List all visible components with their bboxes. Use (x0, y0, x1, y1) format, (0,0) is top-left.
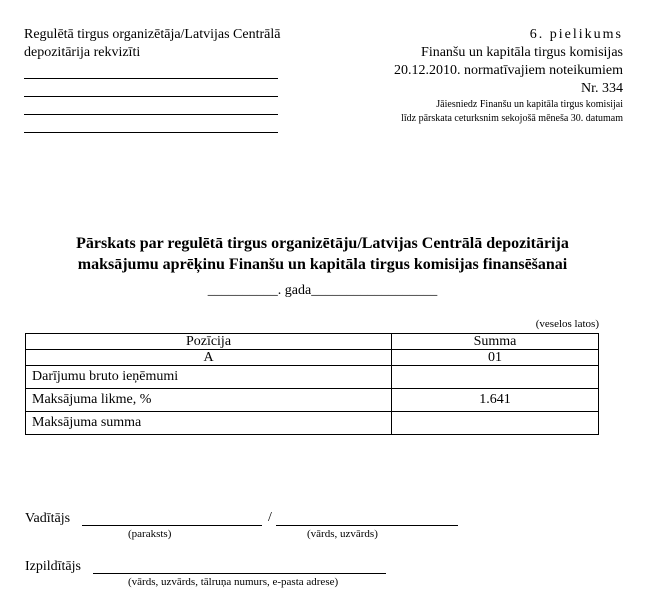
row-value[interactable]: 1.641 (392, 389, 599, 412)
row-value[interactable] (392, 412, 599, 435)
code-sum: 01 (392, 350, 599, 366)
annex-number: 6. pielikums (529, 27, 623, 42)
head-label: Vadītājs (25, 511, 71, 526)
head-name-line[interactable] (276, 525, 458, 526)
row-value[interactable] (392, 366, 599, 389)
caption-executor: (vārds, uzvārds, tālruņa numurs, e-pasta adrese) (128, 576, 339, 588)
executor-line[interactable] (93, 573, 386, 574)
annex-reference (394, 26, 623, 126)
header-position: Pozīcija (26, 334, 392, 350)
row-label: Maksājuma summa (26, 412, 392, 435)
report-title-line2: maksājumu aprēķinu Finanšu un kapitāla tirgus komisijas finansēšanai (77, 256, 568, 273)
table-row (26, 366, 599, 389)
report-title-line1: Pārskats par regulētā tirgus organizētāju/Latvijas Centrālā depozitārija (76, 235, 569, 252)
requisites-blank-line-2[interactable] (24, 96, 278, 97)
requisites-block (24, 26, 324, 62)
requisites-blank-line-3[interactable] (24, 114, 278, 115)
head-signature-line[interactable] (82, 525, 262, 526)
requisites-blank-line-4[interactable] (24, 132, 278, 133)
requisites-blank-line-1[interactable] (24, 78, 278, 79)
row-label: Maksājuma likme, % (26, 389, 392, 412)
table-header-row (26, 334, 599, 350)
submission-note-2: līdz pārskata ceturksnim sekojošā mēneša 30. datumam (401, 113, 623, 124)
header-sum: Summa (392, 334, 599, 350)
row-label: Darījumu bruto ieņēmumi (26, 366, 392, 389)
table-row (26, 412, 599, 435)
caption-name: (vārds, uzvārds) (307, 528, 378, 540)
caption-signature: (paraksts) (128, 528, 172, 540)
requisites-label-line2: depozitārija rekvizīti (24, 45, 141, 60)
table-row (26, 389, 599, 412)
requisites-label-line1: Regulētā tirgus organizētāja/Latvijas Centrālā (24, 27, 281, 42)
annex-line-2: 20.12.2010. normatīvajiem noteikumiem (393, 63, 623, 78)
year-line[interactable]: __________. gada__________________ (207, 283, 438, 298)
annex-line-1: Finanšu un kapitāla tirgus komisijas (421, 45, 623, 60)
report-title (0, 233, 645, 275)
submission-note-1: Jāiesniedz Finanšu un kapitāla tirgus komisijai (436, 99, 623, 110)
units-note: (veselos latos) (535, 318, 599, 330)
table-code-row (26, 350, 599, 366)
code-position: A (26, 350, 392, 366)
annex-line-3: Nr. 334 (581, 81, 623, 96)
slash-separator: / (268, 510, 272, 525)
report-table (25, 333, 599, 435)
executor-label: Izpildītājs (25, 559, 81, 574)
